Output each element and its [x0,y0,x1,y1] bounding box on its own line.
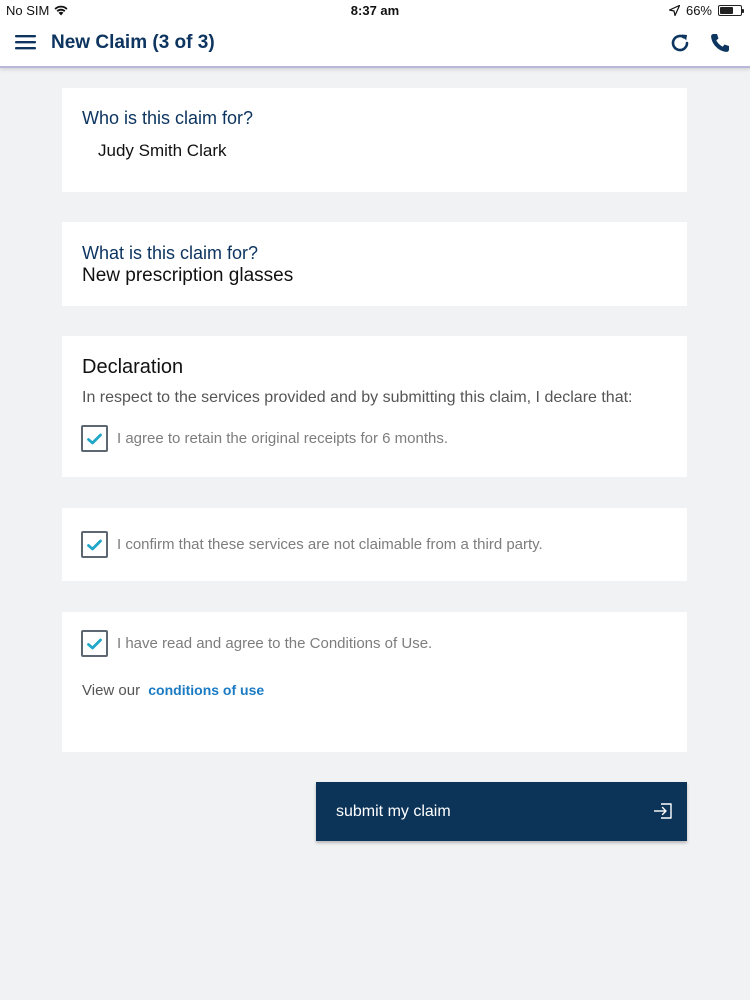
checkmark-icon [87,539,102,551]
carrier-label: No SIM [6,3,50,18]
submit-claim-button[interactable] [316,782,687,841]
conditions-card [62,612,687,752]
claim-purpose-question: What is this claim for? [82,243,259,263]
status-bar [0,0,750,22]
declaration-intro: In respect to the services provided and by submitting this claim, I declare that: [82,389,633,406]
status-right [669,3,742,18]
app-header [0,22,750,68]
view-conditions-prefix: View our [82,682,141,699]
third-party-card [62,508,687,581]
battery-percent: 66% [685,3,712,18]
claim-for-person-answer: Judy Smith Clark [98,141,227,160]
status-time: 8:37 am [350,3,400,18]
third-party-label: I confirm that these services are not claimable from a third party. [117,536,543,553]
conditions-checkbox[interactable] [81,630,108,657]
location-arrow-icon [669,5,680,16]
checkmark-icon [87,433,102,445]
submit-arrow-icon [653,802,673,820]
receipts-checkbox[interactable] [81,425,108,452]
claim-for-person-question: Who is this claim for? [82,108,254,128]
claim-for-person-card [62,88,687,192]
battery-icon [718,5,742,16]
declaration-title: Declaration [82,356,184,378]
conditions-declaration-row [81,630,432,657]
claim-purpose-answer: New prescription glasses [82,265,294,286]
third-party-declaration-row [81,531,543,558]
refresh-icon[interactable] [668,31,692,55]
checkmark-icon [87,638,102,650]
receipts-label: I agree to retain the original receipts for 6 months. [117,430,449,447]
submit-claim-label: submit my claim [336,803,451,820]
receipts-declaration-row [81,425,448,452]
conditions-label: I have read and agree to the Conditions of Use. [117,635,433,652]
hamburger-menu-icon[interactable] [14,32,38,52]
conditions-of-use-link[interactable]: conditions of use [148,682,265,698]
battery-fill [720,7,733,14]
claim-purpose-card [62,222,687,306]
third-party-checkbox[interactable] [81,531,108,558]
page-title: New Claim (3 of 3) [51,32,215,53]
phone-icon[interactable] [708,31,732,55]
declaration-card [62,336,687,477]
view-conditions-row [82,682,264,699]
